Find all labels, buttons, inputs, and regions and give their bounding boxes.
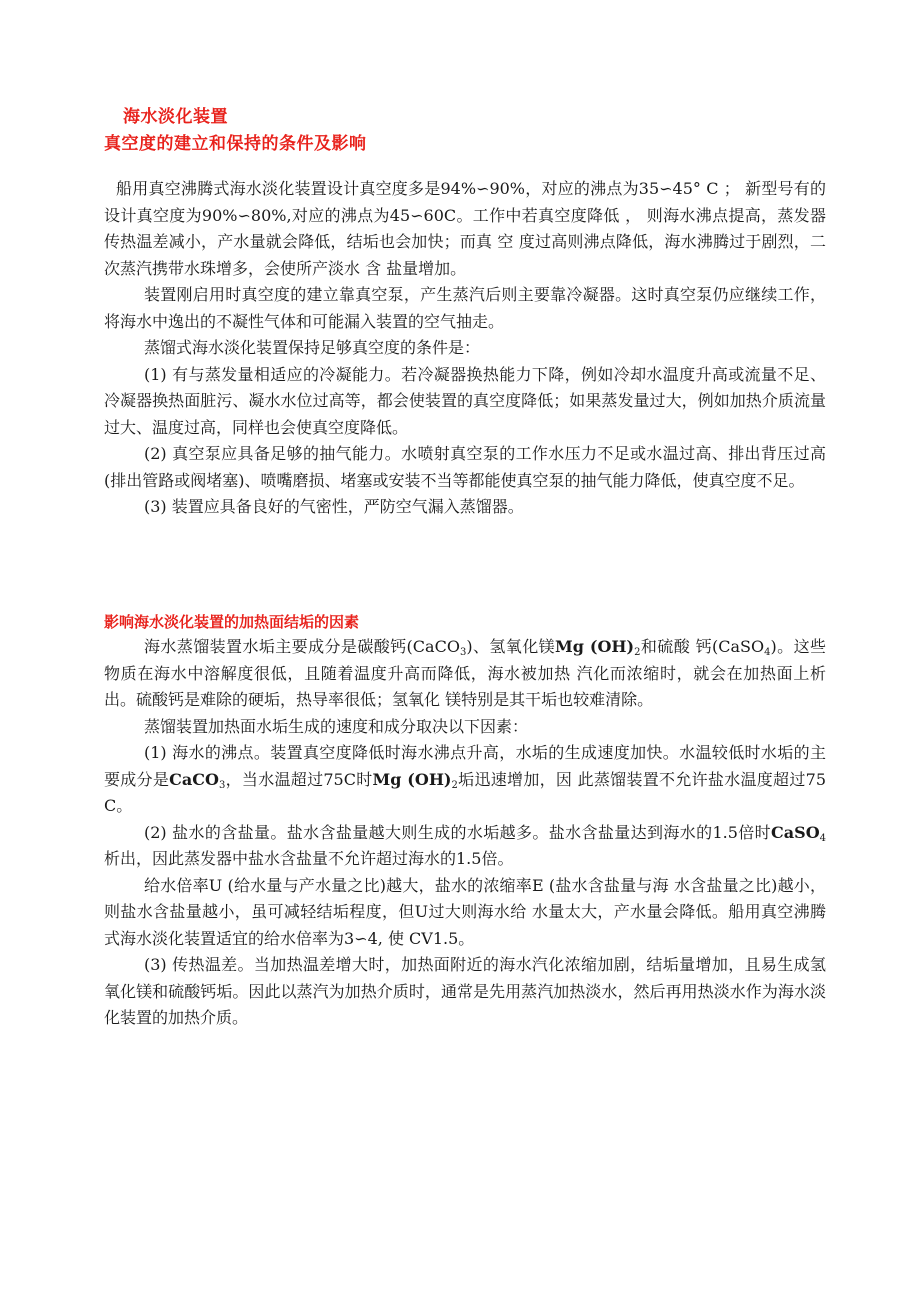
paragraph: 给水倍率U (给水量与产水量之比)越大，盐水的浓缩率E (盐水含盐量与海 水含盐量之比)越小，则盐水含盐量越小，虽可减轻结垢程度，但U过大则海水给 水量太大，产水量会降低。船用真空沸腾式海水淡化装置适宜的给水倍率为3∽4, 使 CV1.5。	[104, 875, 826, 948]
formula: Mg (OH)	[555, 637, 635, 656]
subscript: 3	[218, 779, 226, 791]
text-run: )、氢氧化镁	[466, 637, 556, 656]
subscript: 2	[634, 647, 641, 658]
text-run: 析出，因此蒸发器中盐水含盐量不允许超过海水的1.5倍。	[104, 849, 514, 868]
paragraph: 蒸馏式海水淡化装置保持足够真空度的条件是：	[144, 338, 481, 357]
paragraph: 蒸馏装置加热面水垢生成的速度和成分取决以下因素：	[144, 716, 529, 736]
text-run: )。这些物质在海水中溶解度很低，且随着温度升高而降低，海水被加热 汽化而浓缩时，就会在加热面上析出。硫酸钙是难除的硬垢，热导率很低；氢氧化 镁特别是其干垢也较难清除。	[104, 637, 826, 709]
subscript: 2	[451, 779, 458, 791]
list-item	[104, 820, 826, 873]
formula: CaCO	[169, 769, 219, 789]
subscript: 3	[459, 647, 467, 658]
text-run: (1) 海水的沸点。装置真空度降低时海水沸点升高，水垢的生成速度加快。水温较低时水垢的主要成分是	[104, 743, 826, 789]
section-heading: 影响海水淡化装置的加热面结垢的因素	[104, 613, 360, 631]
subscript: 4	[764, 647, 771, 658]
section-vacuum	[104, 176, 826, 521]
document-subtitle: 真空度的建立和保持的条件及影响	[104, 134, 367, 154]
list-item: (3) 传热温差。当加热温差增大时，加热面附近的海水汽化浓缩加剧，结垢量增加，且易生成氢氧化镁和硫酸钙垢。因此以蒸汽为加热介质时，通常是先用蒸汽加热淡水，然后再用热淡水作为海水淡化装置的加热介质。	[104, 955, 826, 1027]
paragraph: 船用真空沸腾式海水淡化装置设计真空度多是94%∽90%，对应的沸点为35∽45° C ； 新型号有的设计真空度为90%∽80%,对应的沸点为45∽60C。工作中若真空度降低 ， 则海水沸点提高，蒸发器传热温差减小，产水量就会降低，结垢也会加快；而真 空 度过高则沸点降低，海水沸腾过于剧烈，二次蒸汽携带水珠增多，会使所产淡水 含 盐量增加。	[104, 179, 826, 278]
list-item	[104, 740, 826, 820]
text-run: ，当水温超过75C时	[225, 769, 373, 789]
paragraph	[104, 634, 826, 714]
text-run: 垢迅速增加，因 此蒸馏装置不允许盐水温度超过75 C。	[104, 769, 826, 815]
paragraph: 装置刚启用时真空度的建立靠真空泵，产生蒸汽后则主要靠冷凝器。这时真空泵仍应继续工作，将海水中逸出的不凝性气体和可能漏入装置的空气抽走。	[104, 285, 826, 331]
formula: Mg (OH)	[372, 769, 452, 789]
list-item: (3) 装置应具备良好的气密性，严防空气漏入蒸馏器。	[144, 497, 524, 516]
formula: CaSO	[771, 822, 820, 842]
section-scaling	[104, 634, 826, 1032]
text-run: 海水蒸馏装置水垢主要成分是碳酸钙(CaCO	[144, 637, 460, 656]
list-item: (1) 有与蒸发量相适应的冷凝能力。若冷凝器换热能力下降，例如冷却水温度升高或流量不足、冷凝器换热面脏污、凝水水位过高等，都会使装置的真空度降低；如果蒸发量过大，例如加热介质流量过大、温度过高，同样也会使真空度降低。	[104, 364, 826, 437]
text-run: 和硫酸 钙(CaSO	[640, 637, 765, 656]
list-item: (2) 真空泵应具备足够的抽气能力。水喷射真空泵的工作水压力不足或水温过高、排出背压过高(排出管路或阀堵塞)、喷嘴磨损、堵塞或安装不当等都能使真空泵的抽气能力降低，使真空度不足。	[104, 444, 826, 490]
document-title: 海水淡化装置	[123, 107, 228, 127]
subscript: 4	[819, 832, 826, 844]
text-run: (2) 盐水的含盐量。盐水含盐量越大则生成的水垢越多。盐水含盐量达到海水的1.5倍时	[144, 822, 772, 842]
